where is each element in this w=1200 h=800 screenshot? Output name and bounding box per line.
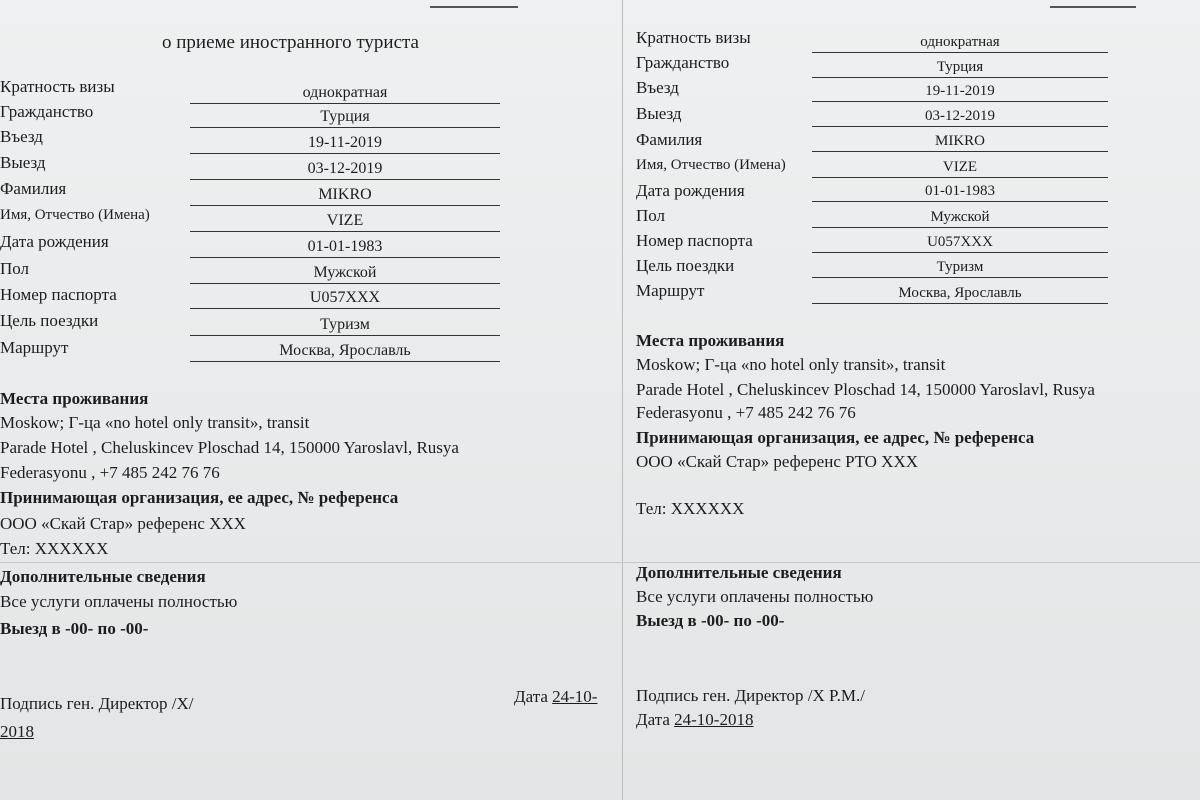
left-value-exit: 03-12-2019 xyxy=(190,159,500,180)
right-label-route: Маршрут xyxy=(636,281,705,300)
right-label-citizenship: Гражданство xyxy=(636,53,730,72)
left-value-given-names: VIZE xyxy=(190,211,500,232)
left-label-birth-date: Дата рождения xyxy=(0,232,109,251)
left-accommodation-line-2: Parade Hotel , Cheluskincev Ploschad 14, 150000 Yaroslavl, Rusya xyxy=(0,438,459,457)
cut-off-header-number-right xyxy=(1050,0,1136,8)
left-label-sex: Пол xyxy=(0,259,30,278)
right-exit-line: Выезд в -00- по -00- xyxy=(636,611,785,630)
right-signature: Подпись ген. Директор /X P.M./ xyxy=(636,686,865,705)
right-value-entry: 19-11-2019 xyxy=(812,81,1108,102)
left-subtitle: о приеме иностранного туриста xyxy=(162,32,419,53)
right-accommodation-line-1: Moskow; Г-ца «no hotel only transit», transit xyxy=(636,355,946,374)
left-additional-heading: Дополнительные сведения xyxy=(0,567,206,586)
right-label-sex: Пол xyxy=(636,206,666,225)
right-label-given-names: Имя, Отчество (Имена) xyxy=(636,157,786,173)
right-label-surname: Фамилия xyxy=(636,130,703,149)
left-value-visa-multiplicity: однократная xyxy=(190,83,500,104)
right-value-birth-date: 01-01-1983 xyxy=(812,181,1108,202)
right-phone: Тел: XXXXXX xyxy=(636,499,745,518)
left-value-trip-purpose: Туризм xyxy=(190,315,500,336)
left-label-trip-purpose: Цель поездки xyxy=(0,311,99,330)
right-accommodation-line-2: Parade Hotel , Cheluskincev Ploschad 14, 150000 Yaroslavl, Rusya xyxy=(636,380,1095,399)
left-value-sex: Мужской xyxy=(190,263,500,284)
right-value-surname: MIKRO xyxy=(812,131,1108,152)
section-separator-line xyxy=(0,562,1200,563)
right-label-birth-date: Дата рождения xyxy=(636,181,745,200)
left-label-exit: Выезд xyxy=(0,153,46,172)
left-date xyxy=(514,687,597,707)
left-value-route: Москва, Ярославль xyxy=(190,341,500,362)
left-org-line: ООО «Скай Стар» референс XXX xyxy=(0,514,246,533)
left-date-label: Дата xyxy=(514,687,548,706)
left-value-birth-date: 01-01-1983 xyxy=(190,237,500,258)
column-divider xyxy=(622,0,623,800)
left-phone: Тел: XXXXXX xyxy=(0,539,109,558)
right-value-route: Москва, Ярославль xyxy=(812,283,1108,304)
right-date-label: Дата xyxy=(636,710,670,729)
right-value-sex: Мужской xyxy=(812,207,1108,228)
left-label-passport-number: Номер паспорта xyxy=(0,285,117,304)
left-accommodation-line-3: Federasyonu , +7 485 242 76 76 xyxy=(0,463,220,482)
left-label-given-names: Имя, Отчество (Имена) xyxy=(0,207,150,223)
left-accommodation-heading: Места проживания xyxy=(0,389,149,408)
right-date-value: 24-10-2018 xyxy=(674,710,754,729)
left-label-citizenship: Гражданство xyxy=(0,102,94,121)
right-label-visa-multiplicity: Кратность визы xyxy=(636,28,751,47)
left-additional-line: Все услуги оплачены полностью xyxy=(0,592,238,611)
right-accommodation-heading: Места проживания xyxy=(636,331,785,350)
left-signature: Подпись ген. Директор /X/ xyxy=(0,694,194,713)
left-date-value-part2: 2018 xyxy=(0,722,34,741)
right-value-passport-number: U057XXX xyxy=(812,232,1108,253)
right-org-heading: Принимающая организация, ее адрес, № референса xyxy=(636,428,1035,447)
left-value-passport-number: U057XXX xyxy=(190,288,500,309)
left-value-surname: MIKRO xyxy=(190,185,500,206)
right-label-trip-purpose: Цель поездки xyxy=(636,256,735,275)
right-value-trip-purpose: Туризм xyxy=(812,257,1108,278)
right-value-visa-multiplicity: однократная xyxy=(812,32,1108,53)
right-label-exit: Выезд xyxy=(636,104,682,123)
cut-off-header-number-left xyxy=(430,0,518,8)
left-label-visa-multiplicity: Кратность визы xyxy=(0,77,115,96)
left-date-value-part1: 24-10- xyxy=(552,687,598,706)
left-value-entry: 19-11-2019 xyxy=(190,133,500,154)
left-label-route: Маршрут xyxy=(0,338,69,357)
right-additional-line: Все услуги оплачены полностью xyxy=(636,587,874,606)
right-additional-heading: Дополнительные сведения xyxy=(636,563,842,582)
right-label-entry: Въезд xyxy=(636,78,679,97)
right-accommodation-line-3: Federasyonu , +7 485 242 76 76 xyxy=(636,403,856,422)
right-value-given-names: VIZE xyxy=(812,157,1108,178)
left-accommodation-line-1: Moskow; Г-ца «no hotel only transit», transit xyxy=(0,413,310,432)
left-label-surname: Фамилия xyxy=(0,179,67,198)
left-org-heading: Принимающая организация, ее адрес, № референса xyxy=(0,488,399,507)
left-label-entry: Въезд xyxy=(0,127,43,146)
right-label-passport-number: Номер паспорта xyxy=(636,231,753,250)
right-value-exit: 03-12-2019 xyxy=(812,106,1108,127)
right-date xyxy=(636,710,753,730)
right-value-citizenship: Турция xyxy=(812,57,1108,78)
left-exit-line: Выезд в -00- по -00- xyxy=(0,619,149,638)
right-org-line: ООО «Скай Стар» референс PTO XXX xyxy=(636,452,919,471)
left-value-citizenship: Турция xyxy=(190,107,500,128)
